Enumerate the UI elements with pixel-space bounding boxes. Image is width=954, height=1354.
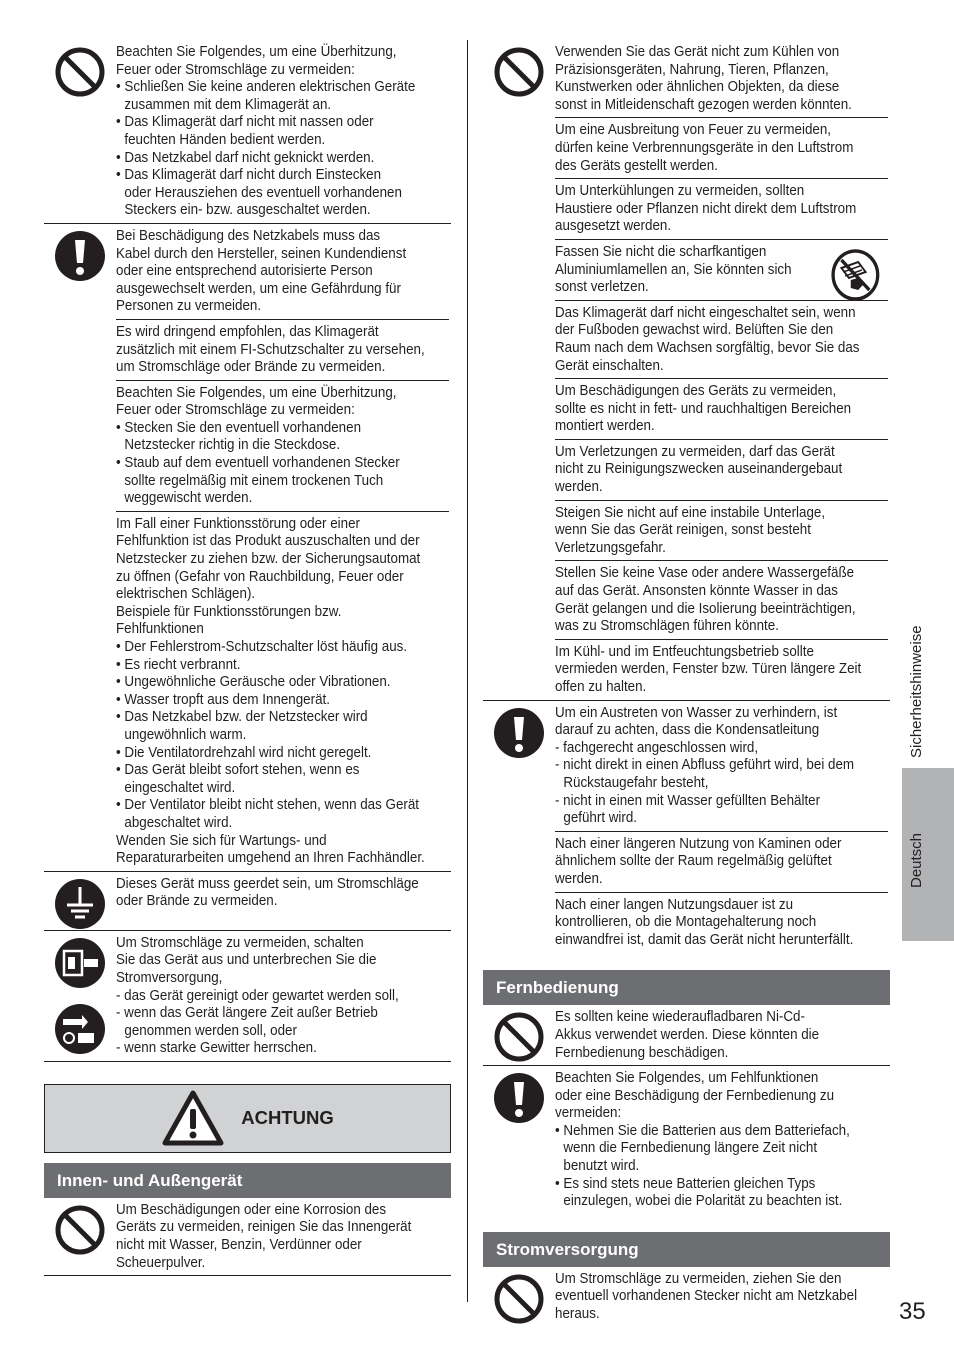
text-line: oder eine entsprechend autorisierte Person [116, 263, 373, 280]
text-line: - fachgerecht angeschlossen wird, [555, 739, 759, 756]
safety-block [483, 1267, 890, 1327]
left-column [44, 40, 451, 1276]
text-line: Akkus verwendet werden. Diese könnten die [555, 1026, 820, 1043]
text-line: • Der Ventilator bleibt nicht stehen, wenn das Gerät [116, 797, 420, 814]
text-line: Das Klimagerät darf nicht eingeschaltet sein, wenn [555, 304, 856, 321]
text-line: oder eine Beschädigung der Fernbedienung zu [555, 1087, 835, 1104]
section-title-indoor-outdoor: Innen- und Außengerät [44, 1163, 451, 1198]
text-line: Reparaturarbeiten umgehend an Ihren Fachhändler. [116, 850, 425, 867]
text-line: Kunstwerken oder ähnlichen Objekten, da diese [555, 79, 840, 96]
text-line: Nach einer langen Nutzungsdauer ist zu [555, 896, 794, 913]
safety-block [483, 40, 890, 701]
text-line: Um eine Ausbreitung von Feuer zu vermeiden, [555, 122, 831, 139]
text-line: Stromversorgung, [116, 969, 223, 986]
safety-text [116, 872, 451, 930]
text-line: • Das Klimagerät darf nicht mit nassen oder [116, 114, 374, 131]
text-line: Steckers ein- bzw. ausgeschaltet werden. [124, 202, 371, 219]
text-line: eventuell vorhandenen Stecker nicht am Netzkabel [555, 1288, 858, 1305]
text-line: Verletzungsgefahr. [555, 539, 666, 556]
text-line: der Fußboden gewachst wird. Belüften Sie den [555, 322, 834, 339]
safety-text [116, 931, 451, 1061]
icon-column [44, 40, 116, 223]
text-line: • Staub auf dem eventuell vorhandenen Stecker [116, 455, 400, 472]
safety-paragraph [555, 1267, 888, 1327]
text-line: des Geräts gestellt werden. [555, 157, 718, 174]
text-line: dürfen keine Verbrennungsgeräte in den Luftstrom [555, 139, 854, 156]
text-line: abgeschaltet wird. [124, 814, 233, 831]
prohibition-icon [54, 1204, 106, 1256]
text-line: Wenden Sie sich für Wartungs- und [116, 832, 327, 849]
text-line: • Das Gerät bleibt sofort stehen, wenn es [116, 762, 360, 779]
safety-paragraph [555, 117, 888, 178]
safety-paragraph [116, 872, 449, 914]
text-line: Personen zu vermeiden. [116, 298, 262, 315]
text-line: • Es riecht verbrannt. [116, 656, 241, 673]
text-line: einzulegen, wobei die Polarität zu beachten ist. [563, 1193, 843, 1210]
switch-off-icon [54, 937, 106, 989]
text-line: Gerät gelangen und die Isolierung beeinträchtigen, [555, 600, 856, 617]
text-line: oder Herausziehen des eventuell vorhandenen [124, 184, 402, 201]
text-line: Nach einer längeren Nutzung von Kaminen oder [555, 835, 842, 852]
safety-paragraph [555, 1005, 888, 1065]
unplug-icon [54, 1003, 106, 1055]
text-line: ausgewechselt werden, um eine Gefährdung für [116, 280, 401, 297]
safety-paragraph [116, 1198, 449, 1275]
safety-block [483, 1066, 890, 1214]
text-line: elektrischen Schlägen). [116, 586, 256, 603]
chapter-label: Sicherheitshinweise [908, 625, 925, 758]
text-line: Fehlfunktionen [116, 621, 204, 638]
safety-block [44, 224, 451, 872]
safety-text [555, 1005, 890, 1065]
text-line: - wenn das Gerät längere Zeit außer Betrieb [116, 1005, 378, 1022]
text-line: nicht zu Reinigungszwecken auseinandergebaut [555, 461, 843, 478]
text-line: Rückstaugefahr besteht, [563, 774, 709, 791]
text-line: - nicht in einen mit Wasser gefüllten Behälter [555, 792, 821, 809]
text-line: feuchten Händen bedient werden. [124, 131, 326, 148]
text-line: • Ungewöhnliche Geräusche oder Vibrationen. [116, 674, 391, 691]
safety-paragraph [555, 178, 888, 239]
text-line: • Das Netzkabel darf nicht geknickt werden. [116, 149, 375, 166]
text-line: was zu Stromschlägen führen könnte. [555, 618, 779, 635]
text-line: montiert werden. [555, 418, 655, 435]
text-line: Scheuerpulver. [116, 1254, 206, 1271]
text-line: • Schließen Sie keine anderen elektrischen Geräte [116, 79, 416, 96]
text-line: Im Fall einer Funktionsstörung oder einer [116, 515, 360, 532]
text-line: • Der Fehlerstrom-Schutzschalter löst häufig aus. [116, 639, 408, 655]
text-line: wenn die Fernbedienung längere Zeit nicht [563, 1140, 818, 1157]
text-line: Stellen Sie keine Vase oder andere Wassergefäße [555, 565, 855, 582]
text-line: Um Beschädigungen oder eine Korrosion des [116, 1201, 387, 1218]
safety-text [555, 1066, 890, 1214]
text-line: genommen werden soll, oder [124, 1022, 297, 1039]
safety-block [44, 1198, 451, 1276]
text-line: Es wird dringend empfohlen, das Klimagerät [116, 323, 379, 340]
text-line: • Die Ventilatordrehzahl wird nicht geregelt. [116, 744, 372, 761]
text-line: Verwenden Sie das Gerät nicht zum Kühlen von [555, 44, 840, 60]
safety-block [483, 701, 890, 953]
safety-paragraph [555, 500, 888, 561]
text-line: Im Kühl- und im Entfeuchtungsbetrieb sollte [555, 643, 814, 660]
safety-paragraph [555, 439, 888, 500]
safety-paragraph [555, 239, 888, 300]
hand-fins-prohibition-icon [831, 248, 881, 302]
safety-paragraph [555, 1066, 888, 1214]
mandatory-icon [54, 230, 106, 282]
column-divider [467, 40, 468, 1302]
text-line: • Wasser tropft aus dem Innengerät. [116, 691, 330, 708]
safety-block [44, 872, 451, 931]
text-line: Beachten Sie Folgendes, um Fehlfunktionen [555, 1070, 819, 1087]
safety-text [116, 1198, 451, 1275]
text-line: Haustiere oder Pflanzen nicht direkt dem Luftstrom [555, 200, 857, 217]
text-line: Fernbedienung beschädigen. [555, 1044, 729, 1061]
text-line: Feuer oder Stromschläge zu vermeiden: [116, 61, 355, 78]
earth-ground-icon [54, 878, 106, 930]
mandatory-icon [493, 707, 545, 759]
text-line: darauf zu achten, dass die Kondensatleitung [555, 722, 820, 739]
text-line: Um Unterkühlungen zu vermeiden, sollten [555, 183, 805, 200]
safety-block [483, 1005, 890, 1066]
prohibition-icon [493, 46, 545, 98]
caution-banner [44, 1084, 451, 1153]
prohibition-icon [493, 1273, 545, 1325]
icon-column [483, 40, 555, 700]
text-line: Feuer oder Stromschläge zu vermeiden: [116, 402, 355, 419]
text-line: vermieden werden, Fenster bzw. Türen längere Zeit [555, 661, 862, 678]
caution-label: ACHTUNG [241, 1107, 334, 1129]
warning-triangle-icon [161, 1089, 225, 1147]
text-line: Netzstecker zu ziehen bzw. der Sicherungsautomat [116, 551, 421, 568]
text-line: Gerät einschalten. [555, 357, 664, 374]
text-line: Kabel durch den Hersteller, seinen Kundendienst [116, 245, 407, 262]
safety-paragraph [555, 639, 888, 700]
safety-paragraph [116, 380, 449, 511]
text-line: oder Brände zu vermeiden. [116, 893, 278, 910]
text-line: vermeiden: [555, 1105, 622, 1122]
text-line: werden. [555, 479, 603, 496]
text-line: zusammen mit dem Klimagerät an. [124, 96, 332, 113]
text-line: Um Beschädigungen des Geräts zu vermeiden, [555, 383, 837, 400]
text-line: Fassen Sie nicht die scharfkantigen [555, 243, 767, 260]
text-line: • Nehmen Sie die Batterien aus dem Batteriefach, [555, 1122, 850, 1139]
text-line: einwandfrei ist, damit das Gerät nicht herunterfällt. [555, 931, 854, 948]
safety-paragraph [555, 892, 888, 953]
icon-column [483, 701, 555, 953]
right-column [483, 40, 890, 1327]
text-line: Geräts zu vermeiden, reinigen Sie das Innengerät [116, 1219, 412, 1236]
text-line: kontrollieren, ob die Montagehalterung noch [555, 914, 817, 931]
text-line: Raum nach dem Wachsen sorgfältig, bevor Sie das [555, 339, 860, 356]
icon-column [44, 1198, 116, 1275]
text-line: wenn Sie das Gerät reinigen, sonst besteht [555, 522, 811, 539]
safety-paragraph [555, 831, 888, 892]
text-line: sollte es nicht in fett- und rauchhaltigen Bereichen [555, 400, 852, 417]
mandatory-icon [493, 1072, 545, 1124]
safety-text [116, 40, 451, 223]
text-line: eingeschaltet wird. [124, 779, 236, 796]
safety-paragraph [555, 560, 888, 638]
text-line: Bei Beschädigung des Netzkabels muss das [116, 227, 381, 244]
text-line: ähnlichem sollte der Raum regelmäßig gelüftet [555, 853, 832, 870]
text-line: werden. [555, 870, 603, 887]
text-line: Dieses Gerät muss geerdet sein, um Stromschläge [116, 875, 419, 892]
text-line: sollte regelmäßig mit einem trockenen Tuch [124, 472, 384, 489]
safety-text [555, 701, 890, 953]
safety-paragraph [116, 40, 449, 223]
text-line: Aluminiumlamellen an, Sie könnten sich [555, 261, 792, 278]
text-line: ausgesetzt werden. [555, 218, 672, 235]
text-line: zusätzlich mit einem FI-Schutzschalter zu versehen, [116, 341, 425, 358]
safety-text [555, 1267, 890, 1327]
text-line: ungewöhnlich warm. [124, 726, 247, 743]
text-line: sonst verletzen. [555, 279, 649, 296]
safety-paragraph [555, 300, 888, 378]
text-line: sonst in Mitleidenschaft gezogen werden könnten. [555, 96, 852, 113]
safety-text [555, 40, 890, 700]
text-line: weggewischt werden. [124, 490, 253, 507]
text-line: Es sollten keine wiederaufladbaren Ni-Cd- [555, 1009, 805, 1026]
text-line: Um Stromschläge zu vermeiden, ziehen Sie den [555, 1270, 842, 1287]
text-line: benutzt wird. [563, 1158, 640, 1175]
text-line: um Stromschläge oder Brände zu vermeiden. [116, 359, 386, 376]
safety-paragraph [555, 40, 888, 117]
text-line: offen zu halten. [555, 679, 647, 695]
text-line: - nicht direkt in einen Abfluss geführt wird, bei dem [555, 757, 855, 774]
text-line: • Es sind stets neue Batterien gleichen Typs [555, 1175, 816, 1192]
text-line: Beispiele für Funktionsstörungen bzw. [116, 603, 342, 620]
text-line: • Das Klimagerät darf nicht durch Einstecken [116, 167, 382, 184]
section-title-remote-control: Fernbedienung [483, 970, 890, 1005]
icon-column [483, 1267, 555, 1327]
text-line: auf das Gerät. Ansonsten könnte Wasser in das [555, 583, 838, 600]
text-line: Sie das Gerät aus und unterbrechen Sie die [116, 952, 377, 969]
text-line: • Stecken Sie den eventuell vorhandenen [116, 419, 362, 436]
text-line: Steigen Sie nicht auf eine instabile Unterlage, [555, 504, 826, 521]
text-line: geführt wird. [563, 810, 638, 827]
safety-paragraph [555, 378, 888, 439]
text-line: Beachten Sie Folgendes, um eine Überhitzung, [116, 384, 397, 401]
text-line: Um Stromschläge zu vermeiden, schalten [116, 934, 364, 951]
text-line: Fehlfunktion ist das Produkt auszuschalten und der [116, 533, 420, 550]
page-number: 35 [899, 1298, 926, 1325]
text-line: zu öffnen (Gefahr von Rauchbildung, Feuer oder [116, 568, 404, 585]
text-line: • Das Netzkabel bzw. der Netzstecker wird [116, 709, 368, 726]
safety-paragraph [555, 701, 888, 831]
prohibition-icon [54, 46, 106, 98]
text-line: Beachten Sie Folgendes, um eine Überhitzung, [116, 44, 397, 60]
text-line: Um ein Austreten von Wasser zu verhindern, ist [555, 704, 838, 721]
safety-paragraph [116, 319, 449, 380]
safety-paragraph [116, 224, 449, 319]
text-line: Um Verletzungen zu vermeiden, darf das Gerät [555, 443, 835, 460]
icon-column [44, 224, 116, 871]
icon-column [44, 931, 116, 1061]
prohibition-icon [493, 1011, 545, 1063]
text-line: heraus. [555, 1306, 600, 1323]
icon-column [483, 1066, 555, 1214]
text-line: - das Gerät gereinigt oder gewartet werden soll, [116, 987, 399, 1004]
section-title-power-supply: Stromversorgung [483, 1232, 890, 1267]
language-label: Deutsch [908, 832, 925, 888]
icon-column [44, 872, 116, 930]
text-line: nicht mit Wasser, Benzin, Verdünner oder [116, 1237, 362, 1254]
text-line: Netzstecker richtig in die Steckdose. [124, 437, 341, 454]
safety-block [44, 40, 451, 224]
text-line: Präzisionsgeräten, Nahrung, Tieren, Pflanzen, [555, 61, 829, 78]
safety-paragraph [116, 511, 449, 871]
text-line: - wenn starke Gewitter herrschen. [116, 1040, 317, 1057]
icon-column [483, 1005, 555, 1065]
safety-paragraph [116, 931, 449, 1061]
safety-text [116, 224, 451, 871]
safety-block [44, 931, 451, 1062]
